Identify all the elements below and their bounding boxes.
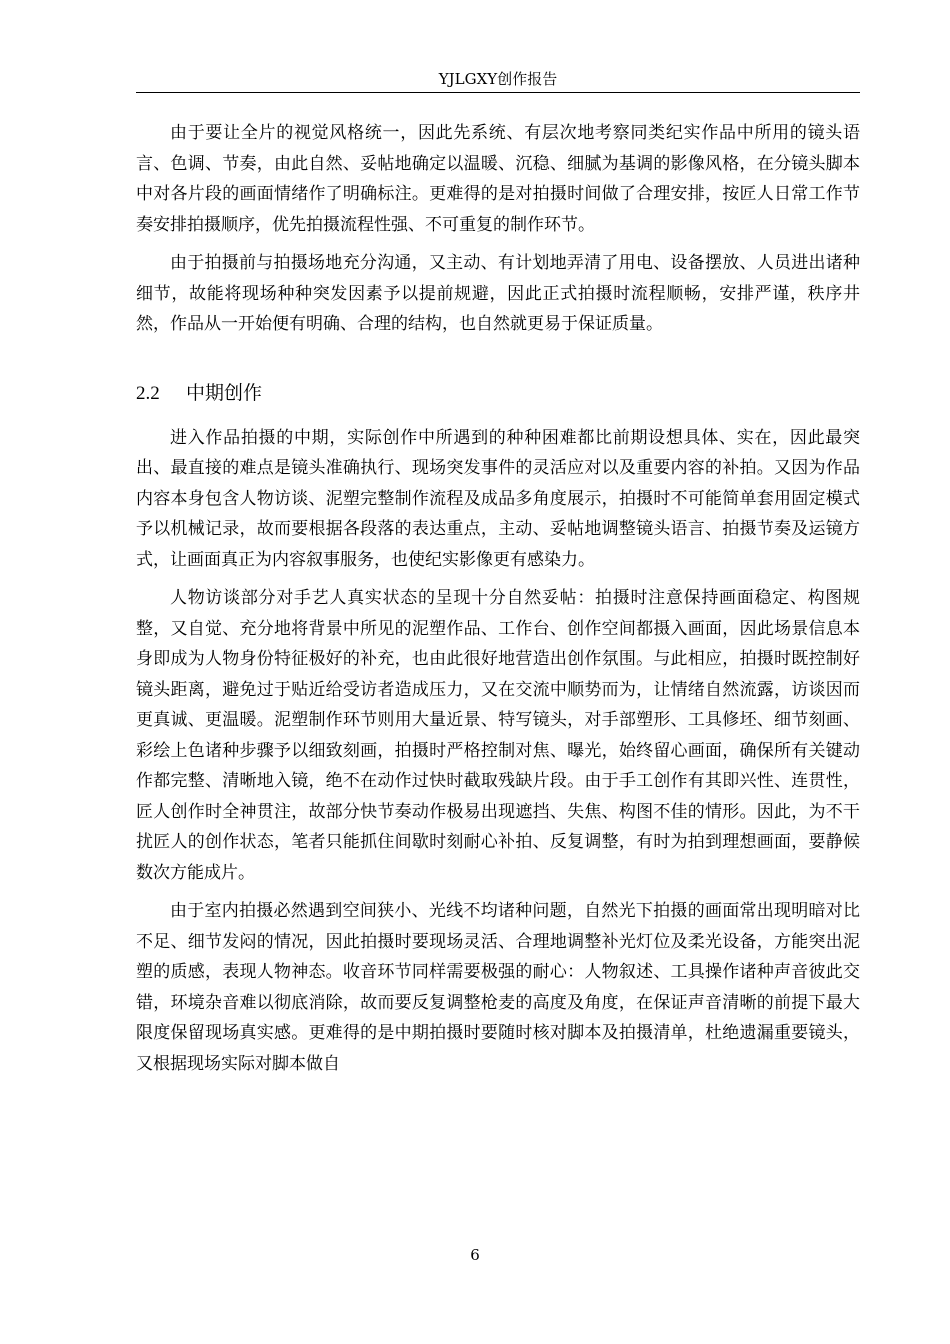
section-number: 2.2 bbox=[136, 382, 160, 404]
header-title: YJLGXY创作报告 bbox=[438, 70, 558, 88]
section-heading bbox=[136, 380, 860, 407]
body-paragraph: 进入作品拍摄的中期，实际创作中所遇到的种种困难都比前期设想具体、实在，因此最突出、最直接的难点是镜头准确执行、现场突发事件的灵活应对以及重要内容的补拍。又因为作品内容本身包含人物访谈、泥塑完整制作流程及成品多角度展示，拍摄时不可能简单套用固定模式予以机械记录，故而要根据各段落的表达重点，主动、妥帖地调整镜头语言、拍摄节奏及运镜方式，让画面真正为内容叙事服务，也使纪实影像更有感染力。 bbox=[136, 427, 860, 570]
page-body bbox=[136, 118, 860, 1079]
body-paragraph: 由于要让全片的视觉风格统一，因此先系统、有层次地考察同类纪实作品中所用的镜头语言、色调、节奏，由此自然、妥帖地确定以温暖、沉稳、细腻为基调的影像风格，在分镜头脚本中对各片段的画面情绪作了明确标注。更难得的是对拍摄时间做了合理安排，按匠人日常工作节奏安排拍摄顺序，优先拍摄流程性强、不可重复的制作环节。 bbox=[136, 123, 860, 235]
page-number: 6 bbox=[470, 1246, 480, 1264]
body-paragraph: 由于室内拍摄必然遇到空间狭小、光线不均诸种问题，自然光下拍摄的画面常出现明暗对比不足、细节发闷的情况，因此拍摄时要现场灵活、合理地调整补光灯位及柔光设备，方能突出泥塑的质感，表现人物神态。收音环节同样需要极强的耐心：人物叙述、工具操作诸种声音彼此交错，环境杂音难以彻底消除，故而要反复调整枪麦的高度及角度，在保证声音清晰的前提下最大限度保留现场真实感。更难得的是中期拍摄时要随时核对脚本及拍摄清单，杜绝遗漏重要镜头，又根据现场实际对脚本做自 bbox=[136, 901, 860, 1074]
page-header bbox=[136, 70, 860, 93]
body-paragraph: 由于拍摄前与拍摄场地充分沟通，又主动、有计划地弄清了用电、设备摆放、人员进出诸种细节，故能将现场种种突发因素予以提前规避，因此正式拍摄时流程顺畅，安排严谨，秩序井然，作品从一开始便有明确、合理的结构，也自然就更易于保证质量。 bbox=[136, 253, 860, 334]
body-paragraph: 人物访谈部分对手艺人真实状态的呈现十分自然妥帖：拍摄时注意保持画面稳定、构图规整，又自觉、充分地将背景中所见的泥塑作品、工作台、创作空间都摄入画面，因此场景信息本身即成为人物身份特征极好的补充，也由此很好地营造出创作氛围。与此相应，拍摄时既控制好镜头距离，避免过于贴近给受访者造成压力，又在交流中顺势而为，让情绪自然流露，访谈因而更真诚、更温暖。泥塑制作环节则用大量近景、特写镜头，对手部塑形、工具修坯、细节刻画、彩绘上色诸种步骤予以细致刻画，拍摄时严格控制对焦、曝光，始终留心画面，确保所有关键动作都完整、清晰地入镜，绝不在动作过快时截取残缺片段。由于手工创作有其即兴性、连贯性，匠人创作时全神贯注，故部分快节奏动作极易出现遮挡、失焦、构图不佳的情形。因此，为不干扰匠人的创作状态，笔者只能抓住间歇时刻耐心补拍、反复调整，有时为拍到理想画面，要静候数次方能成片。 bbox=[136, 588, 860, 883]
section-title: 中期创作 bbox=[186, 381, 263, 404]
